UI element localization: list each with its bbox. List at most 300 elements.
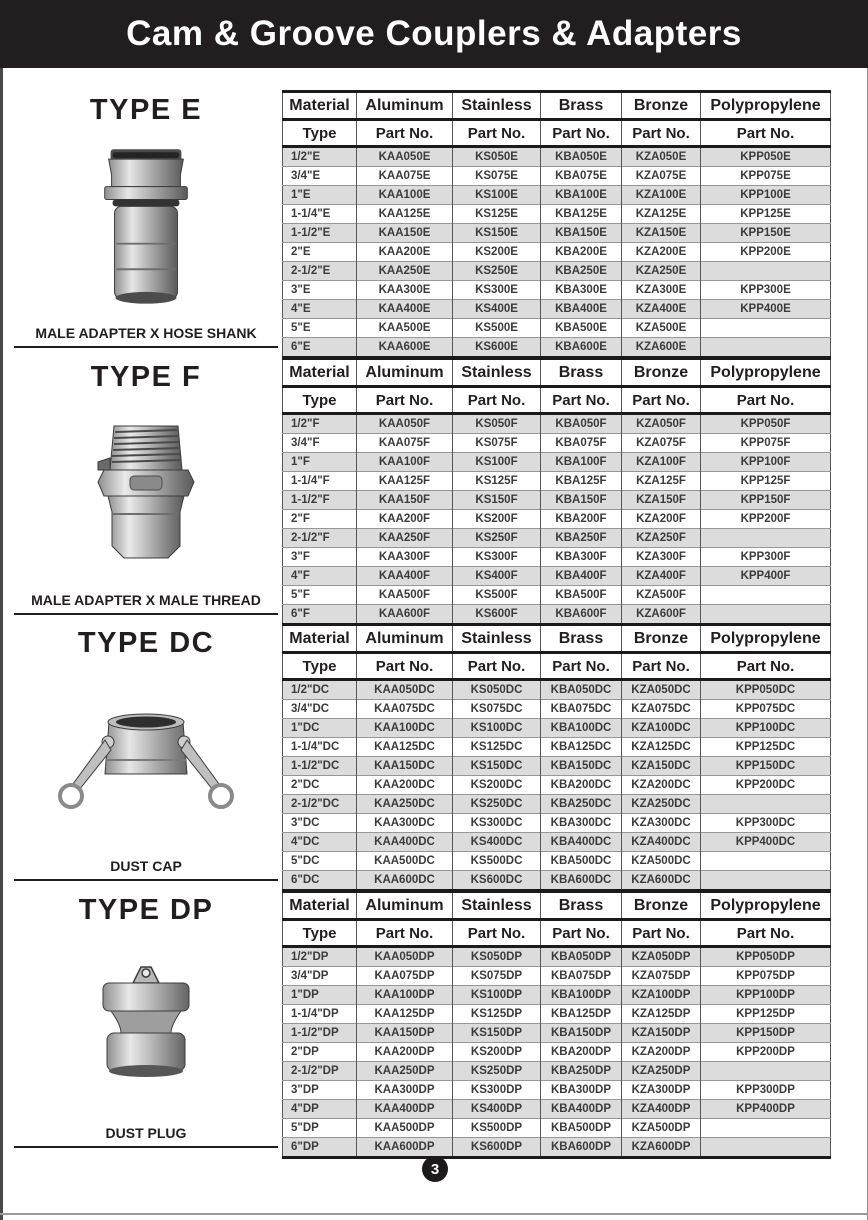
size-cell: 1-1/4"F bbox=[283, 472, 357, 491]
part-no-cell: KZA100E bbox=[622, 186, 701, 205]
part-no-cell: KBA600E bbox=[541, 338, 622, 358]
material-header-cell: Stainless bbox=[453, 625, 541, 653]
table-row bbox=[283, 529, 831, 548]
table-row bbox=[283, 719, 831, 738]
size-cell: 6"DC bbox=[283, 871, 357, 891]
part-no-cell: KAA125E bbox=[357, 205, 453, 224]
part-no-cell: KZA600E bbox=[622, 338, 701, 358]
table-row bbox=[283, 472, 831, 491]
part-no-cell: KBA075DC bbox=[541, 700, 622, 719]
part-no-cell: KZA075DP bbox=[622, 967, 701, 986]
material-header-cell: Polypropylene bbox=[701, 892, 831, 920]
part-no-cell: KS125F bbox=[453, 472, 541, 491]
part-no-cell: KZA125DP bbox=[622, 1005, 701, 1024]
part-no-cell: KPP100DC bbox=[701, 719, 831, 738]
size-cell: 1/2"DC bbox=[283, 680, 357, 700]
material-header-cell: Material bbox=[283, 892, 357, 920]
part-no-cell: KAA150F bbox=[357, 491, 453, 510]
part-no-cell: KAA300DP bbox=[357, 1081, 453, 1100]
part-no-cell: KZA600DC bbox=[622, 871, 701, 891]
size-cell: 6"DP bbox=[283, 1138, 357, 1158]
part-no-cell: KS050F bbox=[453, 414, 541, 434]
part-no-cell: KAA300DC bbox=[357, 814, 453, 833]
part-no-cell: KPP100F bbox=[701, 453, 831, 472]
part-no-cell: KS150E bbox=[453, 224, 541, 243]
part-no-cell: KBA150DP bbox=[541, 1024, 622, 1043]
size-cell: 2"DP bbox=[283, 1043, 357, 1062]
table-row bbox=[283, 814, 831, 833]
part-no-cell: KS050E bbox=[453, 147, 541, 167]
part-no-cell: KS075DP bbox=[453, 967, 541, 986]
part-no-subheader-cell: Part No. bbox=[622, 120, 701, 147]
part-no-cell bbox=[701, 529, 831, 548]
table-row bbox=[283, 224, 831, 243]
table-row bbox=[283, 738, 831, 757]
page-header-bar bbox=[0, 0, 868, 68]
part-no-cell: KAA075E bbox=[357, 167, 453, 186]
type-e-product-image bbox=[87, 127, 205, 325]
table-row bbox=[283, 453, 831, 472]
table-row bbox=[283, 414, 831, 434]
table-row bbox=[283, 186, 831, 205]
part-no-cell: KZA075E bbox=[622, 167, 701, 186]
material-header-cell: Bronze bbox=[622, 359, 701, 387]
part-no-cell: KPP150F bbox=[701, 491, 831, 510]
type-f-caption: MALE ADAPTER X MALE THREAD bbox=[14, 592, 278, 615]
material-header-cell: Brass bbox=[541, 892, 622, 920]
type-e-left-column bbox=[14, 88, 278, 353]
part-no-cell: KPP100E bbox=[701, 186, 831, 205]
part-no-cell: KS200DC bbox=[453, 776, 541, 795]
size-cell: 3"DP bbox=[283, 1081, 357, 1100]
part-no-cell: KPP050E bbox=[701, 147, 831, 167]
table-row bbox=[283, 1005, 831, 1024]
part-no-cell: KZA125F bbox=[622, 472, 701, 491]
part-no-cell: KPP150DC bbox=[701, 757, 831, 776]
size-cell: 1-1/4"E bbox=[283, 205, 357, 224]
part-no-cell: KAA250E bbox=[357, 262, 453, 281]
part-no-cell: KZA300E bbox=[622, 281, 701, 300]
type-dc-parts-table bbox=[282, 623, 831, 892]
part-no-cell: KS150DP bbox=[453, 1024, 541, 1043]
size-cell: 4"E bbox=[283, 300, 357, 319]
part-no-cell: KBA500F bbox=[541, 586, 622, 605]
part-no-cell: KPP300DP bbox=[701, 1081, 831, 1100]
part-no-cell: KZA500DC bbox=[622, 852, 701, 871]
size-cell: 5"F bbox=[283, 586, 357, 605]
part-no-subheader-cell: Part No. bbox=[701, 387, 831, 414]
part-no-cell: KAA600DC bbox=[357, 871, 453, 891]
part-no-cell: KBA250F bbox=[541, 529, 622, 548]
part-no-cell: KBA150E bbox=[541, 224, 622, 243]
material-header-cell: Stainless bbox=[453, 359, 541, 387]
type-dp-product-image bbox=[71, 927, 221, 1125]
part-no-cell: KAA150E bbox=[357, 224, 453, 243]
part-no-cell: KAA500F bbox=[357, 586, 453, 605]
part-no-cell: KPP200DC bbox=[701, 776, 831, 795]
subheader-row bbox=[283, 387, 831, 414]
table-row bbox=[283, 1138, 831, 1158]
part-no-subheader-cell: Type bbox=[283, 387, 357, 414]
part-no-cell: KPP075E bbox=[701, 167, 831, 186]
type-dc-heading: TYPE DC bbox=[77, 627, 215, 659]
table-row bbox=[283, 795, 831, 814]
part-no-cell: KAA300E bbox=[357, 281, 453, 300]
part-no-cell: KAA050E bbox=[357, 147, 453, 167]
part-no-cell: KZA150E bbox=[622, 224, 701, 243]
part-no-cell: KS600E bbox=[453, 338, 541, 358]
part-no-cell: KAA150DP bbox=[357, 1024, 453, 1043]
part-no-subheader-cell: Type bbox=[283, 920, 357, 947]
section-type-e bbox=[0, 88, 868, 353]
size-cell: 3/4"DC bbox=[283, 700, 357, 719]
part-no-cell: KPP400DP bbox=[701, 1100, 831, 1119]
size-cell: 3/4"E bbox=[283, 167, 357, 186]
part-no-cell: KZA150F bbox=[622, 491, 701, 510]
part-no-subheader-cell: Part No. bbox=[701, 920, 831, 947]
header-row bbox=[283, 92, 831, 120]
part-no-cell: KBA100DC bbox=[541, 719, 622, 738]
part-no-cell: KZA200DP bbox=[622, 1043, 701, 1062]
material-header-cell: Polypropylene bbox=[701, 625, 831, 653]
size-cell: 3/4"DP bbox=[283, 967, 357, 986]
part-no-cell: KBA200E bbox=[541, 243, 622, 262]
type-f-product-image bbox=[80, 394, 212, 592]
table-row bbox=[283, 1119, 831, 1138]
header-row bbox=[283, 359, 831, 387]
part-no-cell: KZA250F bbox=[622, 529, 701, 548]
part-no-cell: KBA600DC bbox=[541, 871, 622, 891]
part-no-cell: KS150F bbox=[453, 491, 541, 510]
part-no-cell: KZA300F bbox=[622, 548, 701, 567]
part-no-cell: KS050DP bbox=[453, 947, 541, 967]
part-no-cell: KAA150DC bbox=[357, 757, 453, 776]
part-no-cell: KZA050DC bbox=[622, 680, 701, 700]
part-no-cell: KBA075E bbox=[541, 167, 622, 186]
part-no-subheader-cell: Type bbox=[283, 653, 357, 680]
type-dp-caption: DUST PLUG bbox=[14, 1125, 278, 1148]
part-no-cell: KS100F bbox=[453, 453, 541, 472]
part-no-cell: KS250F bbox=[453, 529, 541, 548]
part-no-cell: KBA500DP bbox=[541, 1119, 622, 1138]
material-header-cell: Aluminum bbox=[357, 892, 453, 920]
size-cell: 1/2"F bbox=[283, 414, 357, 434]
part-no-cell: KAA250DP bbox=[357, 1062, 453, 1081]
part-no-cell: KZA050F bbox=[622, 414, 701, 434]
part-no-cell: KS125DP bbox=[453, 1005, 541, 1024]
material-header-cell: Material bbox=[283, 625, 357, 653]
part-no-cell: KBA100DP bbox=[541, 986, 622, 1005]
part-no-cell: KS250DP bbox=[453, 1062, 541, 1081]
part-no-cell: KBA500E bbox=[541, 319, 622, 338]
size-cell: 2-1/2"E bbox=[283, 262, 357, 281]
part-no-cell: KPP150E bbox=[701, 224, 831, 243]
part-no-cell: KBA050DC bbox=[541, 680, 622, 700]
part-no-cell: KS400E bbox=[453, 300, 541, 319]
table-row bbox=[283, 434, 831, 453]
part-no-subheader-cell: Part No. bbox=[622, 920, 701, 947]
part-no-cell: KZA400E bbox=[622, 300, 701, 319]
part-no-subheader-cell: Part No. bbox=[701, 653, 831, 680]
part-no-cell bbox=[701, 586, 831, 605]
part-no-cell bbox=[701, 1138, 831, 1158]
part-no-cell: KAA125F bbox=[357, 472, 453, 491]
part-no-cell: KS300F bbox=[453, 548, 541, 567]
part-no-cell: KS150DC bbox=[453, 757, 541, 776]
part-no-cell: KBA075DP bbox=[541, 967, 622, 986]
part-no-cell: KBA250DC bbox=[541, 795, 622, 814]
size-cell: 1-1/2"DC bbox=[283, 757, 357, 776]
part-no-cell: KS400F bbox=[453, 567, 541, 586]
part-no-cell: KS500DP bbox=[453, 1119, 541, 1138]
table-row bbox=[283, 967, 831, 986]
part-no-cell: KPP075DP bbox=[701, 967, 831, 986]
part-no-cell: KBA125DC bbox=[541, 738, 622, 757]
part-no-cell bbox=[701, 319, 831, 338]
part-no-cell: KS300DC bbox=[453, 814, 541, 833]
size-cell: 1"F bbox=[283, 453, 357, 472]
part-no-cell: KBA200F bbox=[541, 510, 622, 529]
part-no-subheader-cell: Part No. bbox=[357, 120, 453, 147]
part-no-cell: KPP400DC bbox=[701, 833, 831, 852]
part-no-cell bbox=[701, 1062, 831, 1081]
size-cell: 3"F bbox=[283, 548, 357, 567]
type-dp-table-wrap bbox=[282, 890, 830, 1159]
part-no-cell: KAA125DC bbox=[357, 738, 453, 757]
table-row bbox=[283, 586, 831, 605]
male-adapter-hose-shank-illustration bbox=[87, 145, 205, 307]
part-no-cell: KBA400DP bbox=[541, 1100, 622, 1119]
part-no-cell: KAA050DP bbox=[357, 947, 453, 967]
part-no-cell: KPP125DC bbox=[701, 738, 831, 757]
part-no-cell: KAA100DP bbox=[357, 986, 453, 1005]
table-row bbox=[283, 205, 831, 224]
table-row bbox=[283, 700, 831, 719]
material-header-cell: Material bbox=[283, 92, 357, 120]
part-no-cell: KZA150DC bbox=[622, 757, 701, 776]
part-no-cell: KS400DP bbox=[453, 1100, 541, 1119]
part-no-subheader-cell: Part No. bbox=[622, 653, 701, 680]
size-cell: 4"F bbox=[283, 567, 357, 586]
size-cell: 4"DP bbox=[283, 1100, 357, 1119]
part-no-cell: KS600DC bbox=[453, 871, 541, 891]
part-no-cell: KBA150F bbox=[541, 491, 622, 510]
part-no-cell: KPP200E bbox=[701, 243, 831, 262]
type-dp-parts-table bbox=[282, 890, 831, 1159]
part-no-cell: KBA250E bbox=[541, 262, 622, 281]
part-no-cell: KS200DP bbox=[453, 1043, 541, 1062]
table-row bbox=[283, 567, 831, 586]
size-cell: 6"F bbox=[283, 605, 357, 625]
part-no-cell: KZA500DP bbox=[622, 1119, 701, 1138]
part-no-cell: KZA200E bbox=[622, 243, 701, 262]
part-no-subheader-cell: Part No. bbox=[541, 653, 622, 680]
size-cell: 5"E bbox=[283, 319, 357, 338]
table-row bbox=[283, 319, 831, 338]
size-cell: 1-1/2"F bbox=[283, 491, 357, 510]
table-row bbox=[283, 548, 831, 567]
subheader-row bbox=[283, 120, 831, 147]
material-header-cell: Brass bbox=[541, 92, 622, 120]
part-no-cell: KAA075F bbox=[357, 434, 453, 453]
table-row bbox=[283, 852, 831, 871]
part-no-cell: KS125E bbox=[453, 205, 541, 224]
type-dc-product-image bbox=[51, 660, 241, 858]
page-title: Cam & Groove Couplers & Adapters bbox=[126, 14, 742, 53]
size-cell: 2-1/2"DC bbox=[283, 795, 357, 814]
part-no-cell bbox=[701, 795, 831, 814]
part-no-cell: KZA200F bbox=[622, 510, 701, 529]
part-no-cell: KZA250DP bbox=[622, 1062, 701, 1081]
size-cell: 1/2"DP bbox=[283, 947, 357, 967]
part-no-cell: KS400DC bbox=[453, 833, 541, 852]
part-no-subheader-cell: Part No. bbox=[701, 120, 831, 147]
part-no-cell: KZA400DC bbox=[622, 833, 701, 852]
part-no-cell: KPP300E bbox=[701, 281, 831, 300]
part-no-cell: KPP150DP bbox=[701, 1024, 831, 1043]
size-cell: 1-1/2"E bbox=[283, 224, 357, 243]
header-row bbox=[283, 892, 831, 920]
type-dp-left-column bbox=[14, 888, 278, 1153]
part-no-cell: KPP050DC bbox=[701, 680, 831, 700]
part-no-cell: KPP400E bbox=[701, 300, 831, 319]
size-cell: 1"DC bbox=[283, 719, 357, 738]
part-no-cell: KS600DP bbox=[453, 1138, 541, 1158]
material-header-cell: Polypropylene bbox=[701, 359, 831, 387]
part-no-cell: KZA075DC bbox=[622, 700, 701, 719]
material-header-cell: Stainless bbox=[453, 92, 541, 120]
part-no-subheader-cell: Part No. bbox=[453, 920, 541, 947]
material-header-cell: Material bbox=[283, 359, 357, 387]
size-cell: 2"E bbox=[283, 243, 357, 262]
type-e-caption: MALE ADAPTER X HOSE SHANK bbox=[14, 325, 278, 348]
part-no-cell: KAA500E bbox=[357, 319, 453, 338]
part-no-cell: KS075DC bbox=[453, 700, 541, 719]
part-no-cell: KBA100F bbox=[541, 453, 622, 472]
part-no-cell bbox=[701, 262, 831, 281]
part-no-cell: KZA050DP bbox=[622, 947, 701, 967]
table-row bbox=[283, 1062, 831, 1081]
part-no-cell: KBA500DC bbox=[541, 852, 622, 871]
part-no-cell: KBA300DC bbox=[541, 814, 622, 833]
part-no-cell: KAA125DP bbox=[357, 1005, 453, 1024]
part-no-cell: KS300E bbox=[453, 281, 541, 300]
size-cell: 6"E bbox=[283, 338, 357, 358]
part-no-cell: KS500F bbox=[453, 586, 541, 605]
part-no-subheader-cell: Type bbox=[283, 120, 357, 147]
part-no-cell: KS075F bbox=[453, 434, 541, 453]
part-no-cell: KAA600DP bbox=[357, 1138, 453, 1158]
size-cell: 3"E bbox=[283, 281, 357, 300]
part-no-cell: KPP300DC bbox=[701, 814, 831, 833]
part-no-cell: KBA250DP bbox=[541, 1062, 622, 1081]
size-cell: 3/4"F bbox=[283, 434, 357, 453]
part-no-cell: KZA100DP bbox=[622, 986, 701, 1005]
part-no-cell: KS100DP bbox=[453, 986, 541, 1005]
part-no-cell: KAA250F bbox=[357, 529, 453, 548]
size-cell: 1-1/4"DC bbox=[283, 738, 357, 757]
part-no-cell: KZA300DC bbox=[622, 814, 701, 833]
part-no-cell: KS500E bbox=[453, 319, 541, 338]
material-header-cell: Bronze bbox=[622, 92, 701, 120]
part-no-cell: KBA300E bbox=[541, 281, 622, 300]
part-no-cell: KBA200DP bbox=[541, 1043, 622, 1062]
part-no-cell: KBA400F bbox=[541, 567, 622, 586]
part-no-cell: KS500DC bbox=[453, 852, 541, 871]
part-no-cell: KAA500DP bbox=[357, 1119, 453, 1138]
table-row bbox=[283, 776, 831, 795]
size-cell: 1-1/4"DP bbox=[283, 1005, 357, 1024]
part-no-cell: KPP125E bbox=[701, 205, 831, 224]
part-no-cell: KZA050E bbox=[622, 147, 701, 167]
part-no-cell: KBA125F bbox=[541, 472, 622, 491]
part-no-cell: KPP075F bbox=[701, 434, 831, 453]
part-no-cell: KPP200DP bbox=[701, 1043, 831, 1062]
male-adapter-male-thread-illustration bbox=[80, 418, 212, 568]
part-no-cell: KBA050F bbox=[541, 414, 622, 434]
material-header-cell: Bronze bbox=[622, 625, 701, 653]
part-no-cell: KZA300DP bbox=[622, 1081, 701, 1100]
part-no-cell: KZA250DC bbox=[622, 795, 701, 814]
part-no-cell: KS075E bbox=[453, 167, 541, 186]
size-cell: 1/2"E bbox=[283, 147, 357, 167]
table-row bbox=[283, 491, 831, 510]
part-no-cell bbox=[701, 852, 831, 871]
part-no-subheader-cell: Part No. bbox=[453, 120, 541, 147]
size-cell: 5"DP bbox=[283, 1119, 357, 1138]
size-cell: 2"DC bbox=[283, 776, 357, 795]
part-no-cell: KPP400F bbox=[701, 567, 831, 586]
part-no-cell: KAA050DC bbox=[357, 680, 453, 700]
size-cell: 2-1/2"F bbox=[283, 529, 357, 548]
subheader-row bbox=[283, 920, 831, 947]
material-header-cell: Stainless bbox=[453, 892, 541, 920]
part-no-cell: KAA400DC bbox=[357, 833, 453, 852]
part-no-cell: KZA125DC bbox=[622, 738, 701, 757]
part-no-cell: KBA400E bbox=[541, 300, 622, 319]
table-row bbox=[283, 680, 831, 700]
part-no-cell: KBA150DC bbox=[541, 757, 622, 776]
table-row bbox=[283, 300, 831, 319]
part-no-cell: KZA500F bbox=[622, 586, 701, 605]
part-no-cell: KBA600DP bbox=[541, 1138, 622, 1158]
type-f-table-wrap bbox=[282, 357, 830, 626]
part-no-cell: KZA100F bbox=[622, 453, 701, 472]
table-row bbox=[283, 1043, 831, 1062]
table-row bbox=[283, 1024, 831, 1043]
type-f-heading: TYPE F bbox=[90, 361, 202, 393]
part-no-cell: KS050DC bbox=[453, 680, 541, 700]
type-e-heading: TYPE E bbox=[89, 94, 203, 126]
part-no-cell: KAA100DC bbox=[357, 719, 453, 738]
type-dp-heading: TYPE DP bbox=[78, 894, 214, 926]
material-header-cell: Aluminum bbox=[357, 92, 453, 120]
part-no-cell: KBA125DP bbox=[541, 1005, 622, 1024]
part-no-cell: KZA500E bbox=[622, 319, 701, 338]
part-no-cell: KAA200DP bbox=[357, 1043, 453, 1062]
part-no-cell: KBA050E bbox=[541, 147, 622, 167]
table-row bbox=[283, 833, 831, 852]
part-no-cell: KBA400DC bbox=[541, 833, 622, 852]
part-no-cell: KBA300DP bbox=[541, 1081, 622, 1100]
part-no-cell: KS200F bbox=[453, 510, 541, 529]
part-no-cell: KS300DP bbox=[453, 1081, 541, 1100]
part-no-cell: KZA400F bbox=[622, 567, 701, 586]
part-no-cell: KBA125E bbox=[541, 205, 622, 224]
material-header-cell: Aluminum bbox=[357, 625, 453, 653]
part-no-cell: KAA100E bbox=[357, 186, 453, 205]
part-no-cell: KAA600F bbox=[357, 605, 453, 625]
